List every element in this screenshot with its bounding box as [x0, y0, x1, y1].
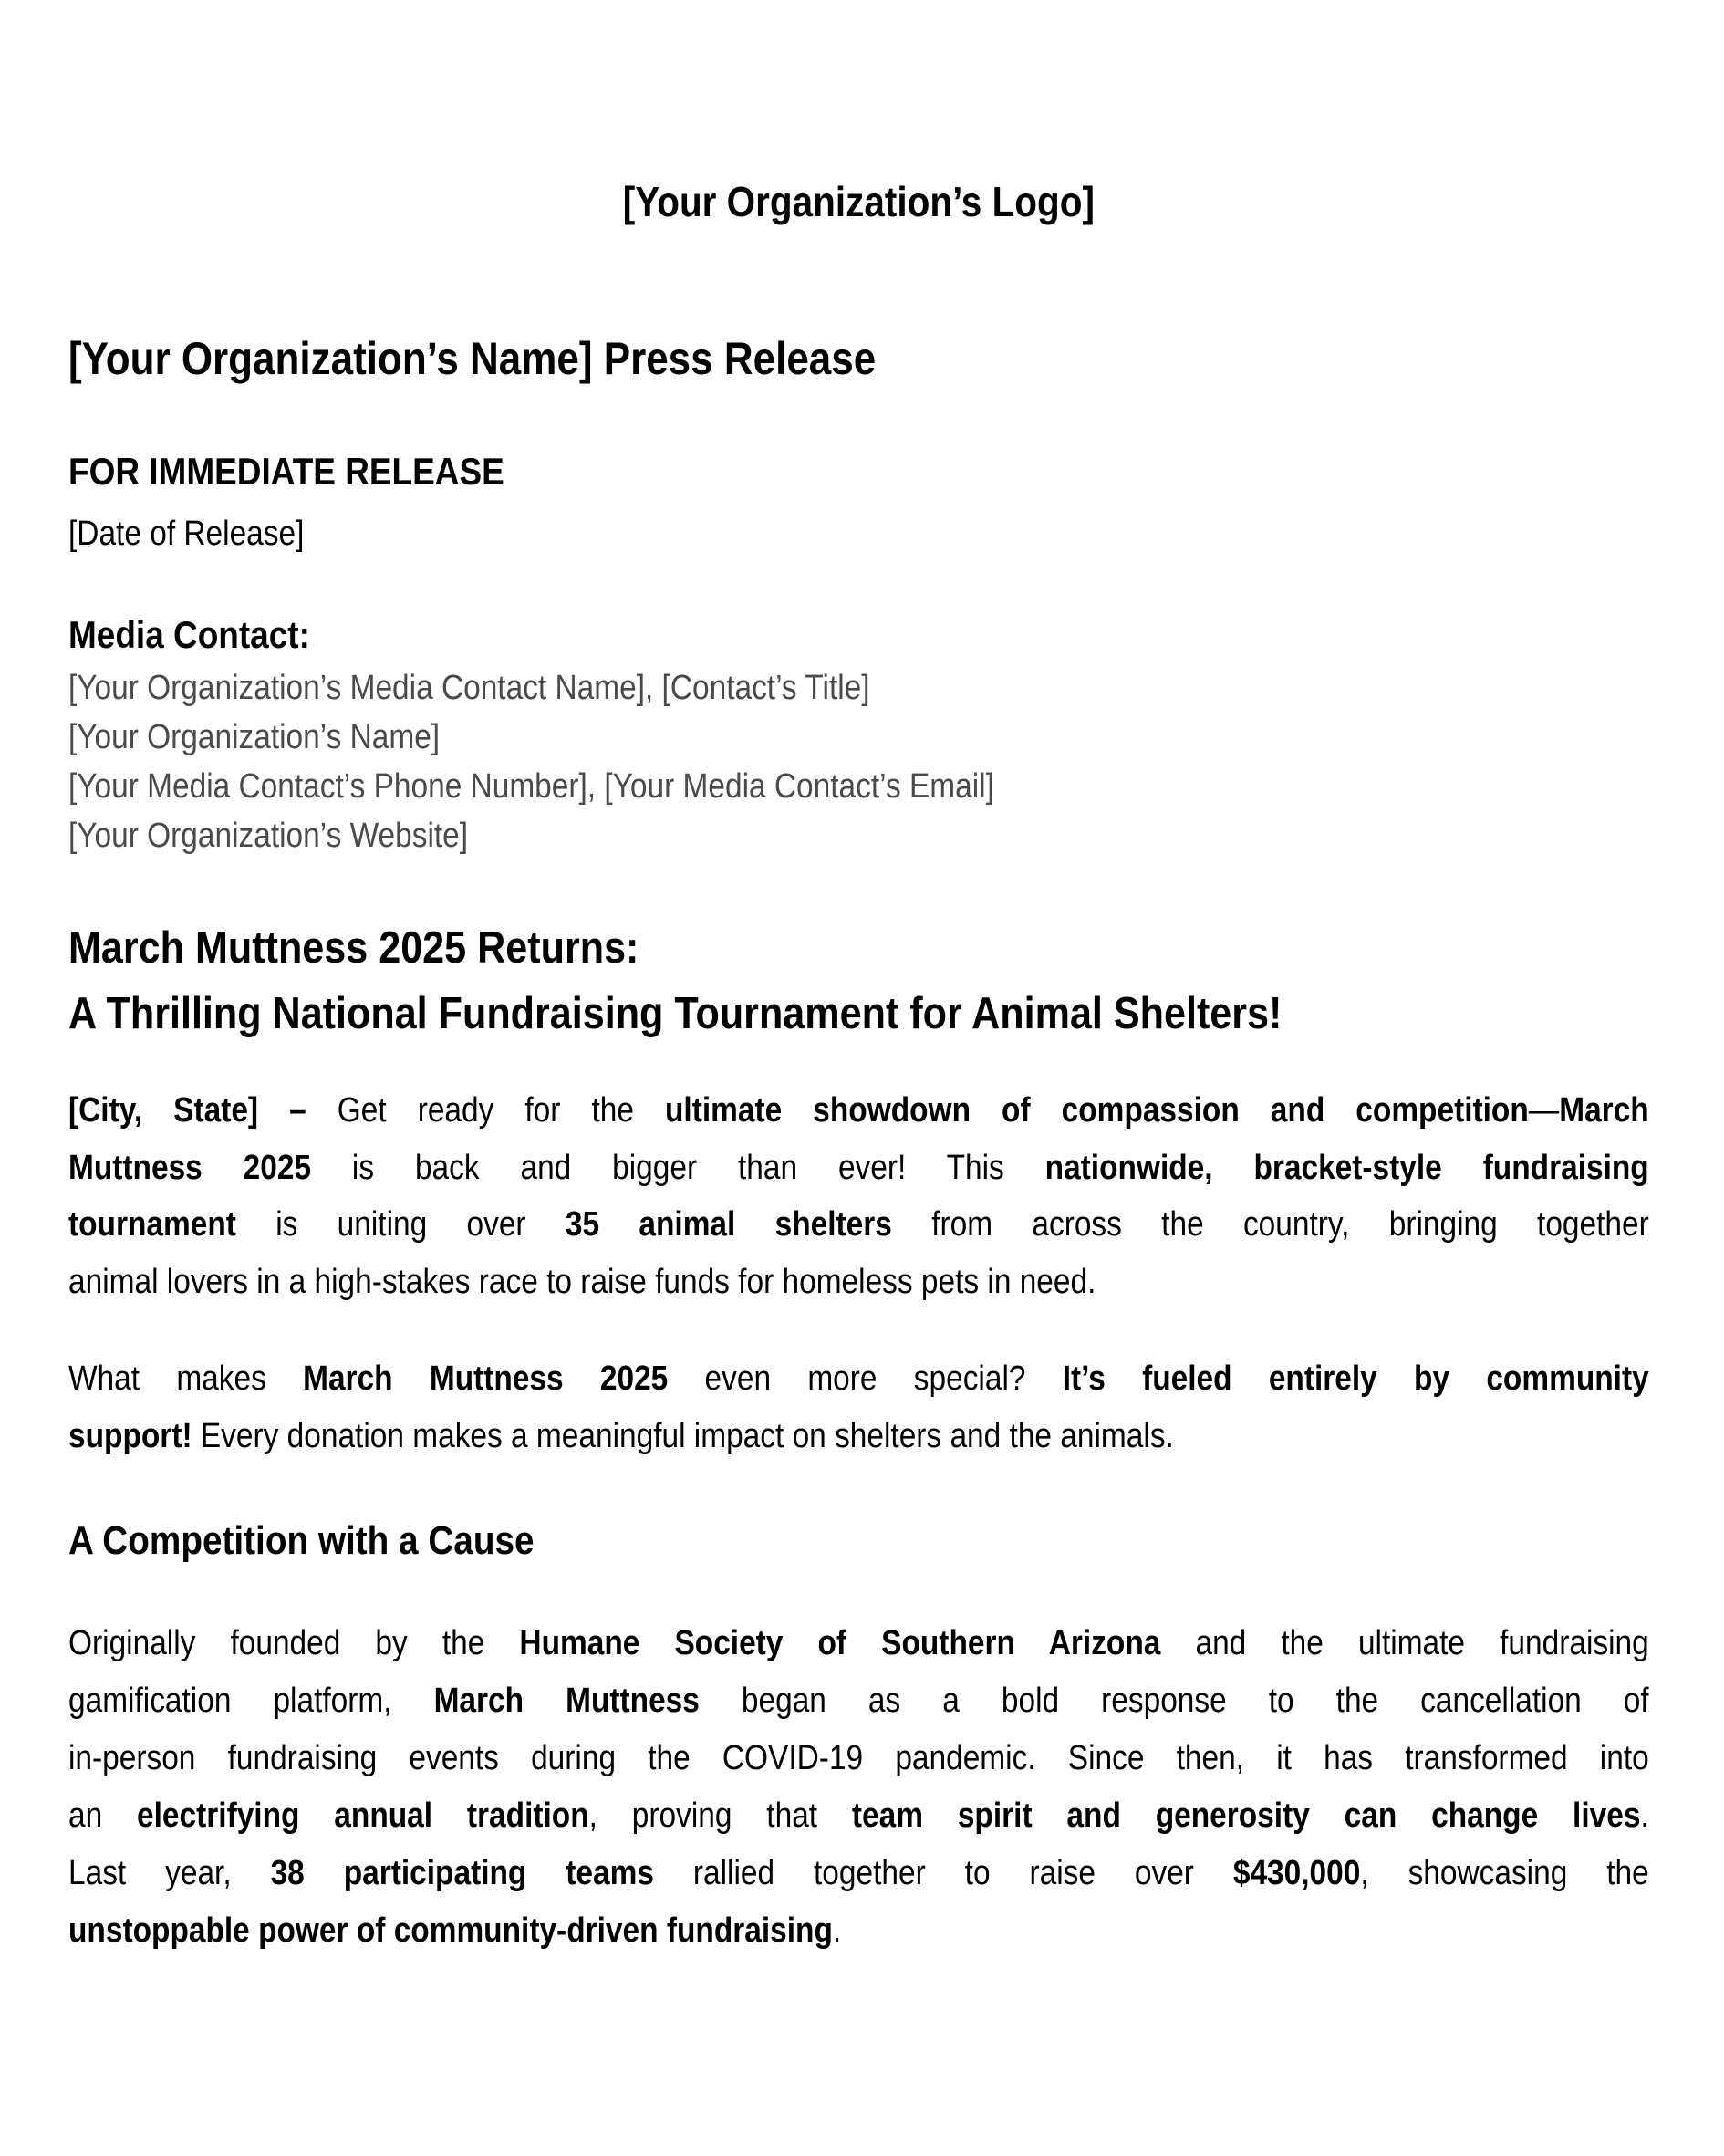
text: .	[1640, 1797, 1649, 1835]
paragraph-line	[68, 1140, 1649, 1197]
release-date: [Date of Release]	[68, 515, 305, 553]
body-paragraph	[68, 1615, 1649, 1960]
headline	[68, 915, 1649, 1047]
paragraph-line	[68, 1254, 1649, 1311]
paragraph-line	[68, 1615, 1649, 1672]
paragraph-line	[68, 1730, 1649, 1787]
bold-text: March Muttness 2025	[303, 1359, 669, 1398]
section-heading: A Competition with a Cause	[68, 1518, 535, 1563]
text: in-person fundraising events during the COVID-19 pandemic. Since then, it has transformed into	[68, 1739, 1649, 1777]
contact-organization: [Your Organization’s Name]	[68, 718, 441, 756]
media-contact-label: Media Contact:	[68, 613, 310, 656]
text: Last year,	[68, 1854, 271, 1892]
text: —	[1528, 1091, 1560, 1130]
text: Get ready for the	[337, 1091, 665, 1130]
bold-text: It’s fueled entirely by community	[1062, 1359, 1649, 1398]
page-title: [Your Organization’s Name] Press Release	[68, 333, 877, 384]
bold-text: March	[1559, 1091, 1649, 1130]
text: is uniting over	[235, 1205, 566, 1244]
body-paragraph	[68, 1350, 1649, 1464]
bold-text: Muttness 2025	[68, 1148, 312, 1187]
text: an	[68, 1797, 138, 1835]
bold-text: electrifying annual tradition	[137, 1797, 589, 1835]
text: What makes	[68, 1359, 304, 1398]
bold-text: 35 animal shelters	[565, 1205, 892, 1244]
headline-line-1: March Muttness 2025 Returns:	[68, 923, 639, 973]
bold-text: [City, State] –	[68, 1091, 338, 1130]
bold-text: nationwide, bracket-style fundraising	[1044, 1148, 1649, 1187]
bold-text: unstoppable power of community-driven fundraising	[68, 1911, 833, 1950]
bold-text: $430,000	[1232, 1854, 1361, 1892]
text: and the ultimate fundraising	[1160, 1624, 1649, 1662]
text: gamification platform,	[68, 1682, 434, 1720]
bold-text: support!	[68, 1416, 192, 1455]
contact-website: [Your Organization’s Website]	[68, 817, 469, 855]
bold-text: March Muttness	[433, 1682, 700, 1720]
paragraph-line	[68, 1787, 1649, 1845]
text: .	[832, 1911, 842, 1950]
text: Originally founded by the	[68, 1624, 520, 1662]
paragraph-line	[68, 1845, 1649, 1902]
document-content	[68, 0, 1649, 2156]
paragraph-line	[68, 1408, 1649, 1465]
paragraph-line	[68, 1902, 1649, 1960]
text: , proving that	[588, 1797, 852, 1835]
text: is back and bigger than ever! This	[311, 1148, 1045, 1187]
headline-line-2: A Thrilling National Fundraising Tournament for Animal Shelters!	[68, 989, 1283, 1038]
body-paragraph	[68, 1082, 1649, 1310]
text: rallied together to raise over	[653, 1854, 1233, 1892]
bold-text: 38 participating teams	[270, 1854, 654, 1892]
logo-placeholder: [Your Organization’s Logo]	[622, 178, 1095, 225]
bold-text: ultimate showdown of compassion and competition	[664, 1091, 1529, 1130]
paragraph-line	[68, 1082, 1649, 1140]
text: Every donation makes a meaningful impact on shelters and the animals.	[192, 1416, 1174, 1455]
paragraph-line	[68, 1672, 1649, 1730]
text: , showcasing the	[1360, 1854, 1649, 1892]
paragraph-line	[68, 1196, 1649, 1254]
contact-phone-email: [Your Media Contact’s Phone Number], [Your Media Contact’s Email]	[68, 767, 994, 806]
text: from across the country, bringing together	[891, 1205, 1649, 1244]
text: animal lovers in a high-stakes race to raise funds for homeless pets in need.	[68, 1262, 1096, 1301]
contact-name-title: [Your Organization’s Media Contact Name], [Contact’s Title]	[68, 669, 870, 707]
media-contact-block	[68, 663, 1649, 860]
bold-text: tournament	[68, 1205, 236, 1244]
bold-text: Humane Society of Southern Arizona	[519, 1624, 1161, 1662]
bold-text: team spirit and generosity can change lives	[851, 1797, 1641, 1835]
text: even more special?	[668, 1359, 1063, 1398]
release-label: FOR IMMEDIATE RELEASE	[68, 450, 504, 493]
paragraph-line	[68, 1350, 1649, 1408]
text: began as a bold response to the cancellation of	[699, 1682, 1649, 1720]
